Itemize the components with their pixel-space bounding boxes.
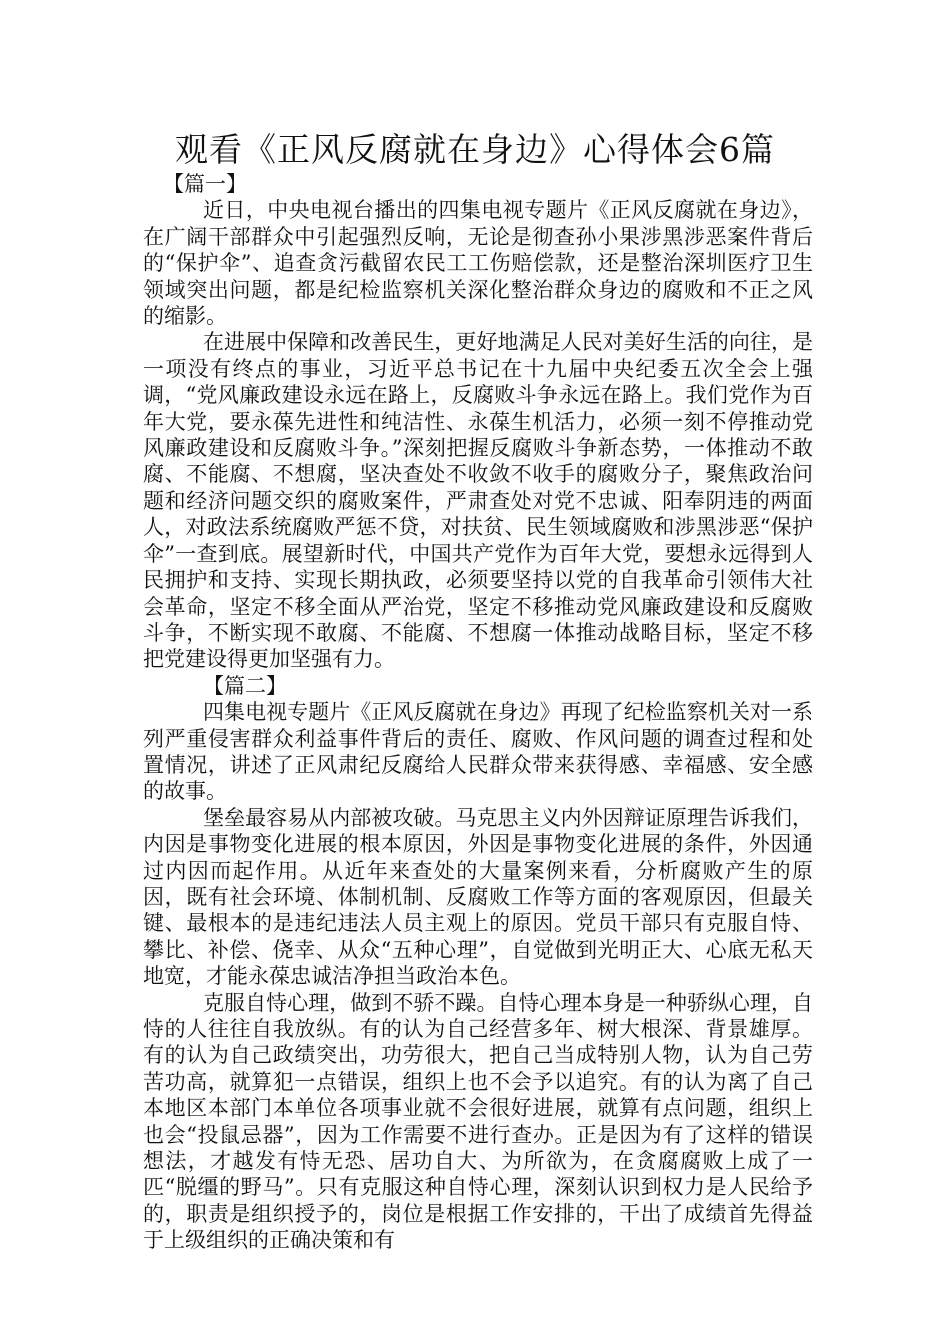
section-2-paragraph-1: 四集电视专题片《正风反腐就在身边》再现了纪检监察机关对一系列严重侵害群众利益事件背后的责任、腐败、作风问题的调查过程和处置情况，讲述了正风肃纪反腐给人民群众带来获得感、幸福感、安全感的故事。 <box>143 700 813 804</box>
section-2-paragraph-2: 堡垒最容易从内部被攻破。马克思主义内外因辩证原理告诉我们，内因是事物变化进展的根本原因，外因是事物变化进展的条件，外因通过内因而起作用。从近年来查处的大量案例来看，分析腐败产生的原因，既有社会环境、体制机制、反腐败工作等方面的客观原因，但最关键、最根本的是违纪违法人员主观上的原因。党员干部只有克服自恃、攀比、补偿、侥幸、从众“五种心理”，自觉做到光明正大、心底无私天地宽，才能永葆忠诚洁净担当政治本色。 <box>143 805 813 989</box>
section-1-paragraph-1: 近日，中央电视台播出的四集电视专题片《正风反腐就在身边》，在广阔干部群众中引起强烈反响，无论是彻查孙小果涉黑涉恶案件背后的“保护伞”、追查贪污截留农民工工伤赔偿款，还是整治深圳医疗卫生领域突出问题，都是纪检监察机关深化整治群众身边的腐败和不正之风的缩影。 <box>143 198 813 329</box>
section-1-paragraph-2: 在进展中保障和改善民生，更好地满足人民对美好生活的向往，是一项没有终点的事业，习近平总书记在十九届中央纪委五次全会上强调，“党风廉政建设永远在路上，反腐败斗争永远在路上。我们党作为百年大党，要永葆先进性和纯洁性、永葆生机活力，必须一刻不停推动党风廉政建设和反腐败斗争。”深刻把握反腐败斗争新态势，一体推动不敢腐、不能腐、不想腐，坚决查处不收敛不收手的腐败分子，聚焦政治问题和经济问题交织的腐败案件，严肃查处对党不忠诚、阳奉阴违的两面人，对政法系统腐败严惩不贷，对扶贫、民生领域腐败和涉黑涉恶“保护伞”一查到底。展望新时代，中国共产党作为百年大党，要想永远得到人民拥护和支持、实现长期执政，必须要坚持以党的自我革命引领伟大社会革命，坚定不移全面从严治党，坚定不移推动党风廉政建设和反腐败斗争，不断实现不敢腐、不能腐、不想腐一体推动战略目标，坚定不移把党建设得更加坚强有力。 <box>143 330 813 672</box>
document-body <box>143 171 813 1254</box>
document-title: 观看《正风反腐就在身边》心得体会6篇 <box>175 130 775 169</box>
section-2-paragraph-3: 克服自恃心理，做到不骄不躁。自恃心理本身是一种骄纵心理，自恃的人往往自我放纵。有的认为自己经营多年、树大根深、背景雄厚。有的认为自己政绩突出，功劳很大，把自己当成特别人物，认为自己劳苦功高，就算犯一点错误，组织上也不会予以追究。有的认为离了自己本地区本部门本单位各项事业就不会很好进展，就算有点问题，组织上也会“投鼠忌器”，因为工作需要不进行查办。正是因为有了这样的错误想法，才越发有恃无恐、居功自大、为所欲为，在贪腐腐败上成了一匹“脱缰的野马”。只有克服这种自恃心理，深刻认识到权力是人民给予的，职责是组织授予的，岗位是根据工作安排的，干出了成绩首先得益于上级组织的正确决策和有 <box>143 990 813 1253</box>
section-heading-1: 【篇一】 <box>163 172 247 196</box>
section-heading-2: 【篇二】 <box>203 673 287 698</box>
